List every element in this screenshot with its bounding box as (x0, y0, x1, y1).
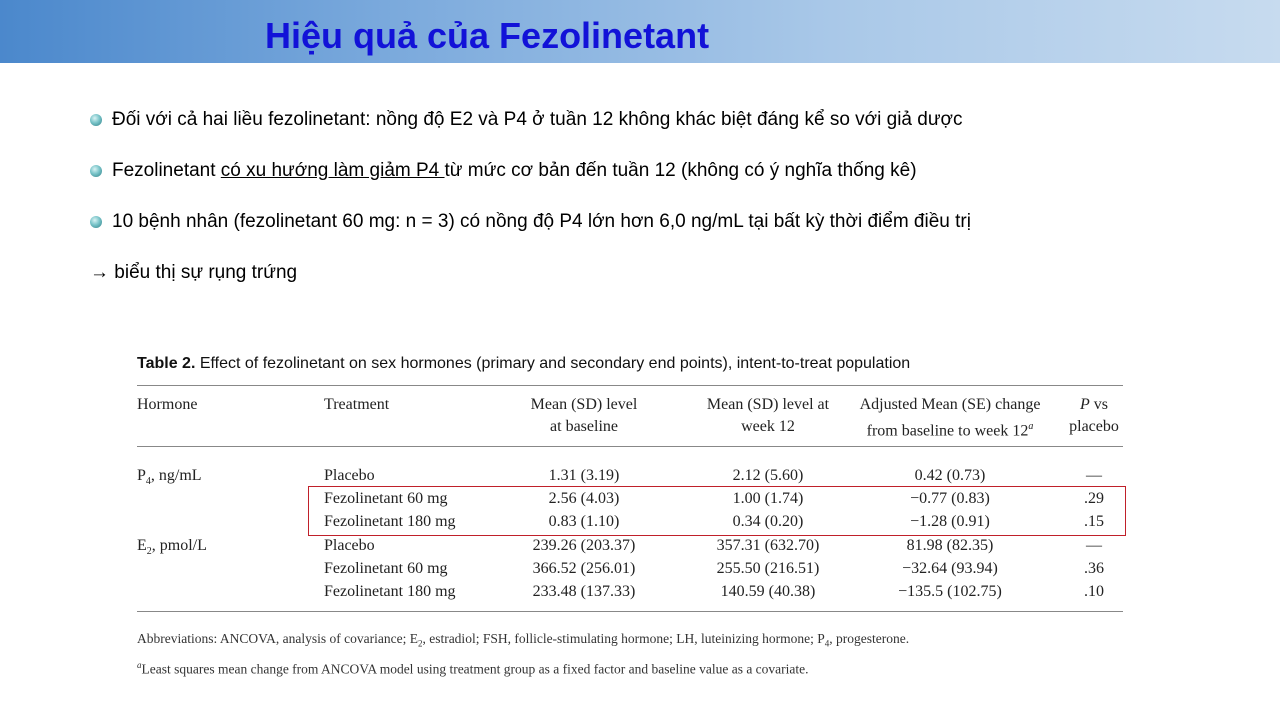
table-cell-change: 0.42 (0.73) (914, 467, 986, 484)
table-cell-p: .15 (1084, 513, 1104, 530)
table-cell-week12: 2.12 (5.60) (732, 467, 804, 484)
table-cell-p: — (1086, 467, 1102, 484)
table-cell-p: — (1086, 537, 1102, 554)
bullet-icon (90, 216, 102, 228)
col-header-week12 (687, 394, 849, 438)
col-header-change-line2: from baseline to week 12$^a$ (866, 421, 1034, 440)
bullet-item (90, 210, 971, 234)
table-cell-change: −135.5 (102.75) (898, 583, 1002, 600)
bullet-icon (90, 114, 102, 126)
bullet-text: Đối với cả hai liều fezolinetant: nồng độ E2 và P4 ở tuần 12 không khác biệt đáng kể so với giả dược (112, 109, 963, 130)
table-cell-week12: 255.50 (216.51) (716, 560, 820, 577)
col-header-p-line1: P vs (1079, 396, 1108, 413)
arrow-line: → biểu thị sự rụng trứng (90, 262, 298, 283)
bullet-item (90, 159, 917, 183)
table-cell-baseline: 2.56 (4.03) (548, 490, 620, 507)
col-header-week12-line2: week 12 (741, 418, 795, 435)
col-header-week12-line1: Mean (SD) level at (706, 396, 830, 413)
table-rule-bottom (137, 611, 1123, 612)
table-cell-baseline: 239.26 (203.37) (532, 537, 636, 554)
table-cell-treatment: Fezolinetant 60 mg (324, 560, 448, 577)
col-header-p (1059, 394, 1129, 438)
table-footnotes (137, 628, 909, 679)
table-label: Table 2. (137, 355, 196, 372)
table-cell-change: −1.28 (0.91) (910, 513, 990, 530)
table-cell-change: −32.64 (93.94) (902, 560, 998, 577)
bullet-icon (90, 165, 102, 177)
table-cell-treatment: Fezolinetant 180 mg (324, 513, 456, 530)
table-cell-change: 81.98 (82.35) (906, 537, 994, 554)
table-cell-p: .36 (1084, 560, 1104, 577)
table-cell-change: −0.77 (0.83) (910, 490, 990, 507)
table-cell-baseline: 366.52 (256.01) (532, 560, 636, 577)
bullet-item (90, 108, 963, 132)
col-header-p-line2: placebo (1069, 418, 1119, 435)
bullet-text: 10 bệnh nhân (fezolinetant 60 mg: n = 3) có nồng độ P4 lớn hơn 6,0 ng/mL tại bất kỳ thời điểm điều trị (112, 211, 971, 232)
col-header-baseline-line2: at baseline (550, 418, 618, 435)
highlight-box (308, 486, 1126, 536)
hormone-label-p4: $P_4$, ng/mL (137, 467, 202, 488)
col-header-treatment: Treatment (324, 396, 390, 413)
table-rule-header (137, 446, 1123, 447)
table-cell-treatment: Fezolinetant 60 mg (324, 490, 448, 507)
table-caption-text: Effect of fezolinetant on sex hormones (primary and secondary end points), intent-to-treat population (199, 355, 911, 372)
col-header-baseline-line1: Mean (SD) level (530, 396, 638, 413)
table-cell-treatment: Fezolinetant 180 mg (324, 583, 456, 600)
table-cell-week12: 140.59 (40.38) (720, 583, 816, 600)
col-header-change-line1: Adjusted Mean (SE) change (859, 396, 1041, 413)
table-cell-baseline: 1.31 (3.19) (548, 467, 620, 484)
abbreviations-note: Abbreviations: ANCOVA, analysis of covariance; $E_2$, estradiol; FSH, follicle-stimulating hormone; LH, luteinizing hormone; $P_4$, progesterone. (137, 631, 910, 649)
col-header-baseline (509, 394, 659, 438)
col-header-hormone: Hormone (137, 396, 198, 413)
bullet-text-post: từ mức cơ bản đến tuần 12 (không có ý nghĩa thống kê) (444, 160, 917, 181)
table-cell-treatment: Placebo (324, 467, 375, 484)
least-squares-note: $^a$Least squares mean change from ANCOVA model using treatment group as a fixed factor and baseline value as a covariate. (137, 659, 809, 677)
table-cell-week12: 0.34 (0.20) (732, 513, 804, 530)
table-cell-p: .29 (1084, 490, 1104, 507)
col-header-change (840, 394, 1060, 442)
table-cell-p: .10 (1084, 583, 1104, 600)
table-cell-baseline: 0.83 (1.10) (548, 513, 620, 530)
table-cell-treatment: Placebo (324, 537, 375, 554)
table-caption (137, 355, 910, 373)
hormone-label-e2: $E_2$, pmol/L (137, 537, 207, 558)
bullet-text-pre: Fezolinetant (112, 160, 221, 181)
table-cell-week12: 1.00 (1.74) (732, 490, 804, 507)
slide-title: Hiệu quả của Fezolinetant (265, 15, 710, 56)
bullet-text-underlined: có xu hướng làm giảm P4 (220, 160, 445, 181)
table-cell-week12: 357.31 (632.70) (716, 537, 820, 554)
table-cell-baseline: 233.48 (137.33) (532, 583, 636, 600)
table-rule-top (137, 385, 1123, 386)
